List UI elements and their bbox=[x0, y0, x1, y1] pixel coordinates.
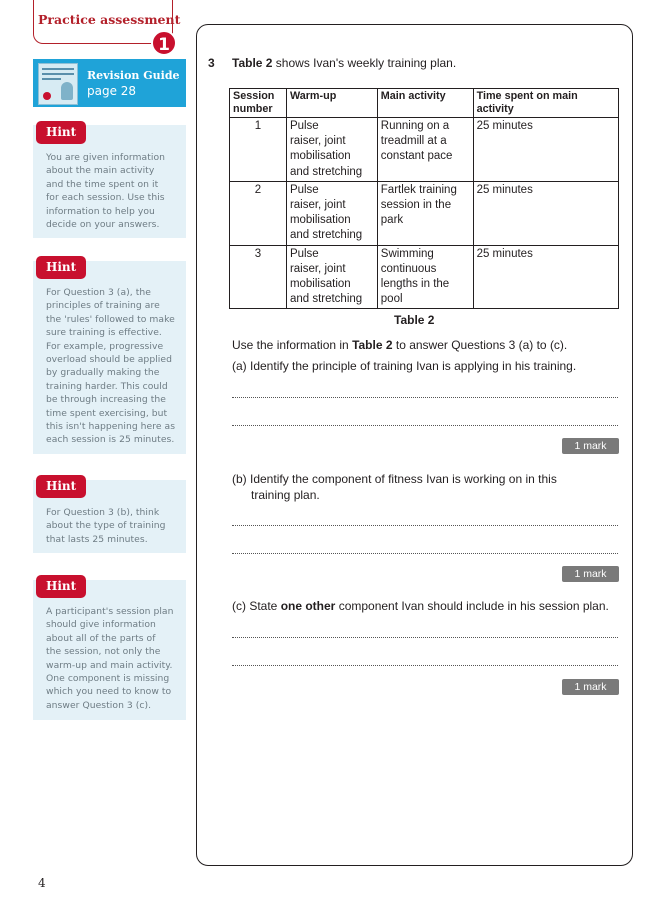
time-spent-cell: 25 minutes bbox=[473, 181, 618, 245]
question-intro: Table 2 shows Ivan's weekly training plan. bbox=[232, 56, 457, 70]
time-spent-cell: 25 minutes bbox=[473, 118, 618, 182]
hint-text-3: For Question 3 (b), think about the type of training that lasts 25 minutes. bbox=[46, 507, 166, 545]
hint-badge-2: Hint bbox=[36, 256, 86, 279]
warm-up-cell: Pulse raiser, joint mobilisation and stretching bbox=[286, 245, 377, 309]
question-part-c: (c) State one other component Ivan should include in his session plan. bbox=[232, 599, 609, 613]
question-part-a: (a) Identify the principle of training Ivan is applying in his training. bbox=[232, 359, 577, 373]
mark-badge-c: 1 mark bbox=[562, 679, 619, 695]
session-number-cell: 1 bbox=[230, 118, 287, 182]
page-number: 4 bbox=[38, 876, 46, 890]
time-spent-cell: 25 minutes bbox=[473, 245, 618, 309]
hint-text-1: You are given information about the main activity and the time spent on it for each session. Use this information to help you decide on your answers. bbox=[46, 152, 166, 231]
header-main-activity: Main activity bbox=[377, 89, 473, 118]
table-row bbox=[230, 181, 619, 245]
question-part-b: (b) Identify the component of fitness Ivan is working on in this training plan. bbox=[232, 472, 557, 502]
mark-badge-b: 1 mark bbox=[562, 566, 619, 582]
answer-line-b-2[interactable] bbox=[232, 553, 618, 554]
table-row bbox=[230, 118, 619, 182]
main-activity-cell: Running on a treadmill at a constant pace bbox=[377, 118, 473, 182]
warm-up-cell: Pulse raiser, joint mobilisation and stretching bbox=[286, 118, 377, 182]
revision-guide-book-cover-icon bbox=[38, 63, 78, 105]
practice-assessment-title: Practice assessment bbox=[38, 12, 181, 27]
main-activity-cell: Fartlek training session in the park bbox=[377, 181, 473, 245]
answer-line-b-1[interactable] bbox=[232, 525, 618, 526]
header-session-number: Session number bbox=[230, 89, 287, 118]
mark-badge-a: 1 mark bbox=[562, 438, 619, 454]
answer-line-c-1[interactable] bbox=[232, 637, 618, 638]
hint-badge-4: Hint bbox=[36, 575, 86, 598]
table-row bbox=[230, 245, 619, 309]
hint-badge-3: Hint bbox=[36, 475, 86, 498]
session-number-cell: 2 bbox=[230, 181, 287, 245]
table-caption: Table 2 bbox=[394, 313, 435, 327]
question-number: 3 bbox=[208, 56, 215, 70]
revision-guide-title: Revision Guide bbox=[87, 69, 180, 82]
warm-up-cell: Pulse raiser, joint mobilisation and stretching bbox=[286, 181, 377, 245]
hint-text-2: For Question 3 (a), the principles of training are the 'rules' followed to make sure training is effective. For example, progressive overload should be applied by gradually making the training harder. This could be through increasing the time spent exercising, but this isn't happening here as each session is 25 minutes. bbox=[46, 287, 176, 446]
answer-line-a-2[interactable] bbox=[232, 425, 618, 426]
answer-line-a-1[interactable] bbox=[232, 397, 618, 398]
session-number-cell: 3 bbox=[230, 245, 287, 309]
training-plan-table bbox=[229, 88, 619, 309]
table-header-row bbox=[230, 89, 619, 118]
header-warm-up: Warm-up bbox=[286, 89, 377, 118]
use-information-instruction: Use the information in Table 2 to answer Questions 3 (a) to (c). bbox=[232, 338, 568, 352]
hint-text-4: A participant's session plan should give information about all of the parts of the session, not only the warm-up and main activity. One component is missing which you need to know to answer Question 3 (c). bbox=[46, 606, 174, 711]
assessment-number-badge: 1 bbox=[151, 30, 177, 56]
main-activity-cell: Swimming continuous lengths in the pool bbox=[377, 245, 473, 309]
answer-line-c-2[interactable] bbox=[232, 665, 618, 666]
hint-badge-1: Hint bbox=[36, 121, 86, 144]
header-time-spent: Time spent on main activity bbox=[473, 89, 618, 118]
revision-guide-page: page 28 bbox=[87, 84, 137, 98]
